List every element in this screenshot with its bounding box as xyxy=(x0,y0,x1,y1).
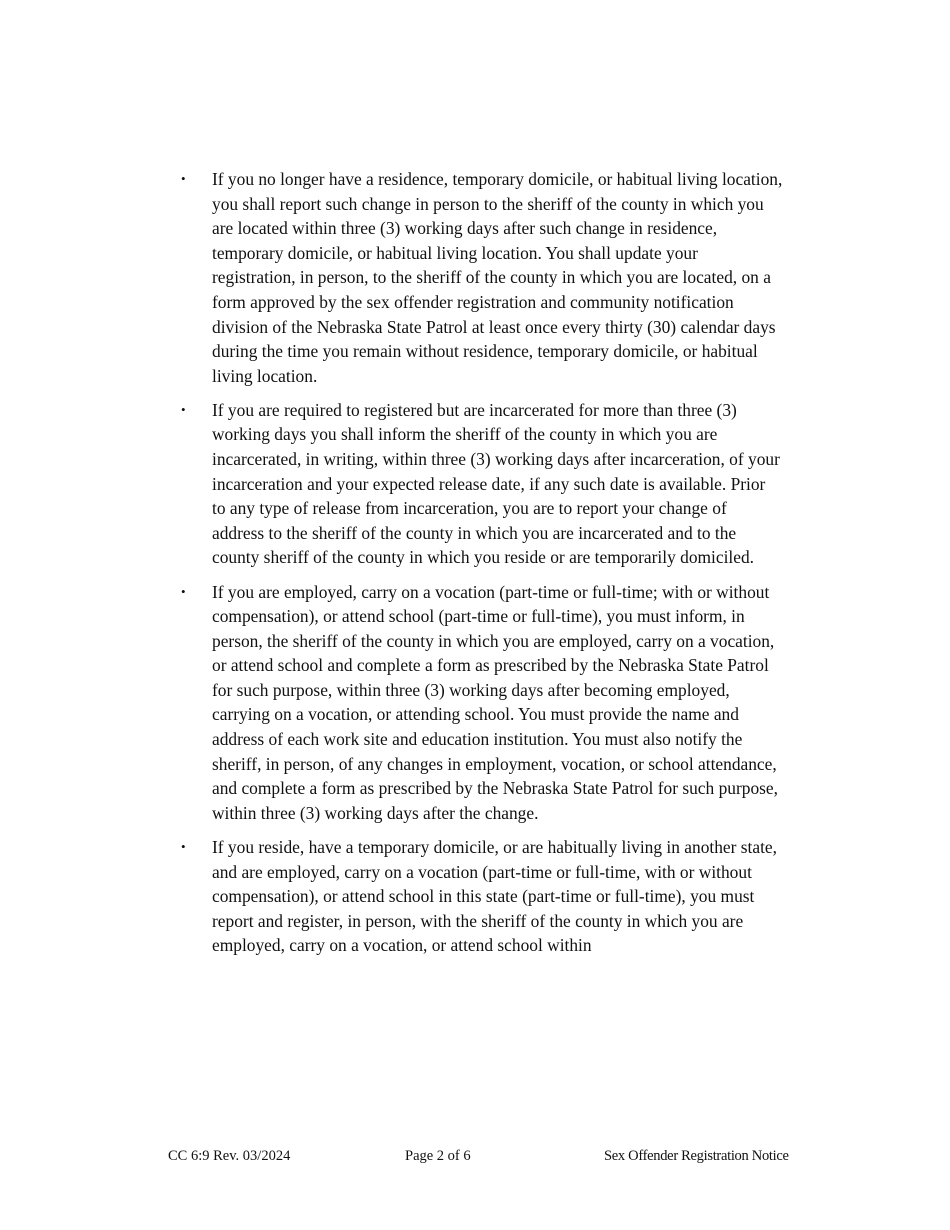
bullet-text: If you no longer have a residence, temporary domicile, or habitual living location, you shall report such change in person to the sheriff of the county in which you are located within three (3) working days after such change in residence, temporary domicile, or habitual living location. You shall update your registration, in person, to the sheriff of the county in which you are located, on a form approved by the sex offender registration and community notification division of the Nebraska State Patrol at least once every thirty (30) calendar days during the time you remain without residence, temporary domicile, or habitual living location. xyxy=(212,169,783,386)
bullet-text: If you reside, have a temporary domicile, or are habitually living in another state, and are employed, carry on a vocation (part-time or full-time, with or without compensation), or attend school in this state (part-time or full-time), you must report and register, in person, with the sheriff of the county in which you are employed, carry on a vocation, or attend school within xyxy=(212,836,778,956)
bullet-item-out-of-state xyxy=(178,835,783,958)
bullet-item-incarceration xyxy=(178,398,783,570)
bullet-text: If you are required to registered but are incarcerated for more than three (3) working days you shall inform the sheriff of the county in which you are incarcerated, in writing, within three (3) working days after incarceration, of your incarceration and your expected release date, if any such date is available. Prior to any type of release from incarceration, you are to report your change of address to the sheriff of the county in which you are incarcerated and to the county sheriff of the county in which you reside or are temporarily domiciled. xyxy=(212,399,780,568)
bullet-item-no-residence xyxy=(178,167,783,388)
bullet-list xyxy=(178,167,783,967)
page-number: Page 2 of 6 xyxy=(405,1148,471,1164)
bullet-marker: • xyxy=(181,583,186,599)
form-id: CC 6:9 Rev. 03/2024 xyxy=(168,1148,291,1164)
bullet-marker: • xyxy=(181,838,186,854)
bullet-item-employment xyxy=(178,580,783,826)
bullet-text: If you are employed, carry on a vocation (part-time or full-time; with or without compensation), or attend school (part-time or full-time), you must inform, in person, the sheriff of the county in which you are employed, carry on a vocation, or attend school and complete a form as prescribed by the Nebraska State Patrol for such purpose, within three (3) working days after becoming employed, carrying on a vocation, or attending school. You must provide the name and address of each work site and education institution. You must also notify the sheriff, in person, of any changes in employment, vocation, or school attendance, and complete a form as prescribed by the Nebraska State Patrol for such purpose, within three (3) working days after the change. xyxy=(212,581,778,823)
page-footer xyxy=(0,1146,950,1166)
bullet-marker: • xyxy=(181,401,186,417)
bullet-marker: • xyxy=(181,171,186,186)
document-title: Sex Offender Registration Notice xyxy=(604,1148,789,1164)
